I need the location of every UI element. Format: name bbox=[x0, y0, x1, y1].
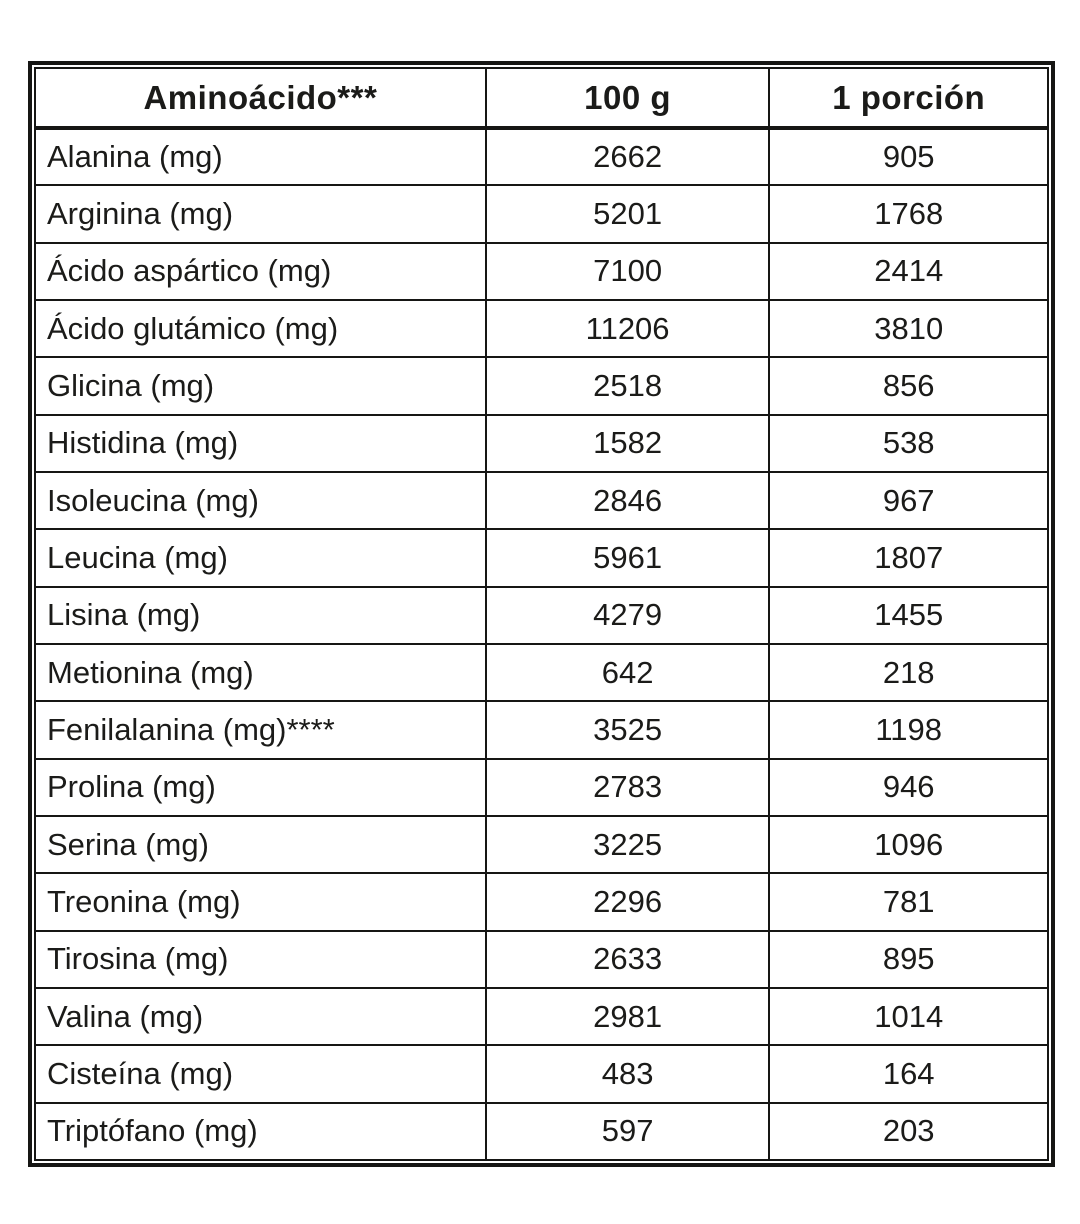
amino-acid-name: Histidina (mg) bbox=[35, 415, 486, 472]
header-row bbox=[35, 68, 1048, 128]
value-per-portion: 3810 bbox=[769, 300, 1048, 357]
value-per-portion: 538 bbox=[769, 415, 1048, 472]
amino-acid-table bbox=[28, 61, 1055, 1167]
value-per-portion: 164 bbox=[769, 1045, 1048, 1102]
value-per-portion: 1807 bbox=[769, 529, 1048, 586]
amino-acid-name: Tirosina (mg) bbox=[35, 931, 486, 988]
value-per-portion: 856 bbox=[769, 357, 1048, 414]
value-per-portion: 2414 bbox=[769, 243, 1048, 300]
value-per-100g: 3525 bbox=[486, 701, 770, 758]
amino-acid-name: Serina (mg) bbox=[35, 816, 486, 873]
column-header-1porcion: 1 porción bbox=[769, 68, 1048, 128]
table-row bbox=[35, 185, 1048, 242]
table-row bbox=[35, 415, 1048, 472]
amino-acid-name: Valina (mg) bbox=[35, 988, 486, 1045]
value-per-100g: 2783 bbox=[486, 759, 770, 816]
amino-acid-name: Prolina (mg) bbox=[35, 759, 486, 816]
amino-acid-name: Glicina (mg) bbox=[35, 357, 486, 414]
amino-acid-name: Leucina (mg) bbox=[35, 529, 486, 586]
value-per-100g: 3225 bbox=[486, 816, 770, 873]
value-per-portion: 1198 bbox=[769, 701, 1048, 758]
amino-acid-name: Ácido aspártico (mg) bbox=[35, 243, 486, 300]
value-per-100g: 1582 bbox=[486, 415, 770, 472]
amino-acid-name: Arginina (mg) bbox=[35, 185, 486, 242]
amino-acid-name: Cisteína (mg) bbox=[35, 1045, 486, 1102]
value-per-100g: 2633 bbox=[486, 931, 770, 988]
amino-acid-name: Lisina (mg) bbox=[35, 587, 486, 644]
column-header-100g: 100 g bbox=[486, 68, 770, 128]
amino-acid-name: Ácido glutámico (mg) bbox=[35, 300, 486, 357]
value-per-portion: 1096 bbox=[769, 816, 1048, 873]
value-per-portion: 781 bbox=[769, 873, 1048, 930]
table-row bbox=[35, 988, 1048, 1045]
amino-acid-name: Fenilalanina (mg)**** bbox=[35, 701, 486, 758]
value-per-100g: 483 bbox=[486, 1045, 770, 1102]
value-per-portion: 905 bbox=[769, 128, 1048, 185]
table-row bbox=[35, 1103, 1048, 1160]
amino-acid-name: Isoleucina (mg) bbox=[35, 472, 486, 529]
table-row bbox=[35, 357, 1048, 414]
table-row bbox=[35, 472, 1048, 529]
amino-acid-name: Triptófano (mg) bbox=[35, 1103, 486, 1160]
value-per-portion: 967 bbox=[769, 472, 1048, 529]
value-per-100g: 597 bbox=[486, 1103, 770, 1160]
table-row bbox=[35, 529, 1048, 586]
table-row bbox=[35, 300, 1048, 357]
value-per-100g: 2662 bbox=[486, 128, 770, 185]
table-row bbox=[35, 1045, 1048, 1102]
amino-acid-name: Treonina (mg) bbox=[35, 873, 486, 930]
amino-acid-name: Alanina (mg) bbox=[35, 128, 486, 185]
amino-acid-table-grid bbox=[34, 67, 1049, 1161]
value-per-100g: 2296 bbox=[486, 873, 770, 930]
value-per-portion: 1014 bbox=[769, 988, 1048, 1045]
table-body bbox=[35, 128, 1048, 1160]
value-per-100g: 4279 bbox=[486, 587, 770, 644]
value-per-portion: 946 bbox=[769, 759, 1048, 816]
table-row bbox=[35, 873, 1048, 930]
table-row bbox=[35, 759, 1048, 816]
value-per-100g: 5201 bbox=[486, 185, 770, 242]
value-per-100g: 2846 bbox=[486, 472, 770, 529]
value-per-100g: 5961 bbox=[486, 529, 770, 586]
value-per-100g: 2981 bbox=[486, 988, 770, 1045]
value-per-portion: 1455 bbox=[769, 587, 1048, 644]
value-per-100g: 2518 bbox=[486, 357, 770, 414]
column-header-aminoacido: Aminoácido*** bbox=[35, 68, 486, 128]
table-row bbox=[35, 128, 1048, 185]
value-per-portion: 218 bbox=[769, 644, 1048, 701]
value-per-portion: 1768 bbox=[769, 185, 1048, 242]
table-row bbox=[35, 587, 1048, 644]
value-per-100g: 7100 bbox=[486, 243, 770, 300]
value-per-portion: 895 bbox=[769, 931, 1048, 988]
value-per-portion: 203 bbox=[769, 1103, 1048, 1160]
table-row bbox=[35, 701, 1048, 758]
amino-acid-name: Metionina (mg) bbox=[35, 644, 486, 701]
value-per-100g: 642 bbox=[486, 644, 770, 701]
table-row bbox=[35, 816, 1048, 873]
table-row bbox=[35, 644, 1048, 701]
table-row bbox=[35, 243, 1048, 300]
value-per-100g: 11206 bbox=[486, 300, 770, 357]
table-row bbox=[35, 931, 1048, 988]
